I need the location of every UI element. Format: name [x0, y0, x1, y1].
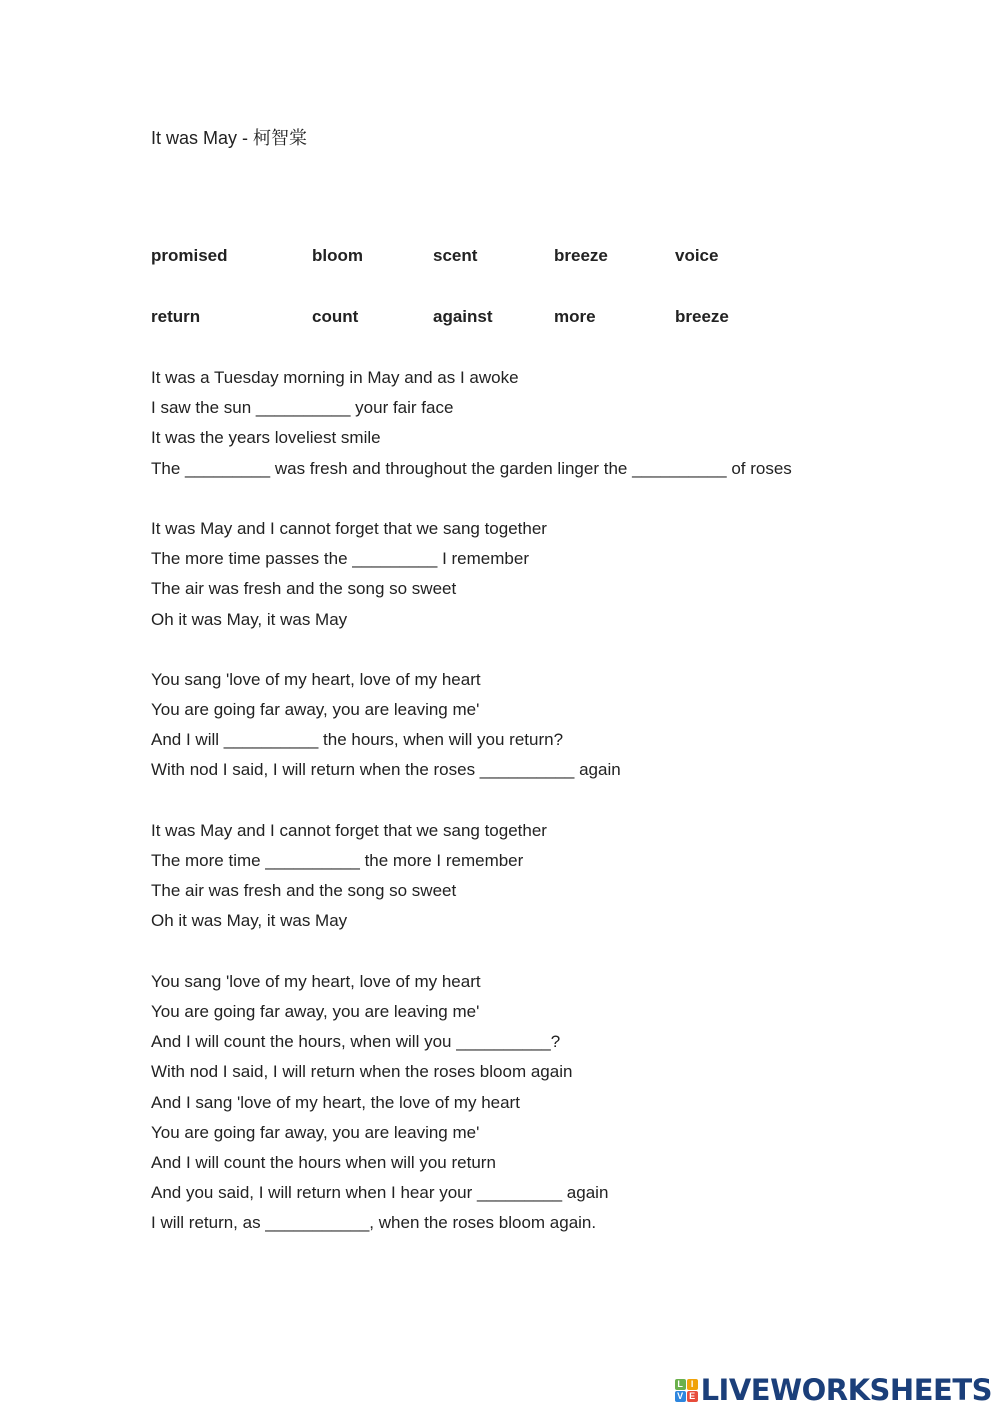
lyric-line: The air was fresh and the song so sweet	[151, 881, 457, 901]
logo-badge-letter: E	[687, 1391, 698, 1402]
lyric-line: With nod I said, I will return when the roses bloom again	[151, 1062, 573, 1082]
lyric-line: The air was fresh and the song so sweet	[151, 579, 457, 599]
lyric-line: You are going far away, you are leaving me'	[151, 1001, 480, 1021]
lyric-line: And you said, I will return when I hear your _________ again	[151, 1183, 609, 1203]
logo-badge-icon	[675, 1379, 698, 1402]
stanza-gap	[151, 789, 792, 819]
lyric-line: With nod I said, I will return when the roses __________ again	[151, 760, 621, 780]
lyric-line: You sang 'love of my heart, love of my heart	[151, 669, 481, 689]
word-bank-item: count	[312, 307, 359, 326]
stanza-gap	[151, 940, 792, 970]
logo-badge-letter: L	[675, 1379, 686, 1390]
word-bank-item: scent	[433, 246, 478, 265]
lyric-line: And I will __________ the hours, when will you return?	[151, 730, 564, 750]
word-bank-item: bloom	[312, 246, 363, 265]
logo-text: LIVEWORKSHEETS	[700, 1373, 992, 1407]
logo-badge-letter: I	[687, 1379, 698, 1390]
stanza-gap	[151, 638, 792, 668]
lyric-line: Oh it was May, it was May	[151, 609, 348, 629]
lyric-line: It was May and I cannot forget that we sang together	[151, 820, 547, 840]
word-bank-item: voice	[675, 246, 719, 265]
word-bank-item: breeze	[675, 307, 729, 326]
lyric-line: Oh it was May, it was May	[151, 911, 348, 931]
lyric-line: The _________ was fresh and throughout the garden linger the __________ of roses	[151, 458, 792, 478]
lyric-line: And I sang 'love of my heart, the love of my heart	[151, 1092, 520, 1112]
lyric-line: And I will count the hours when will you return	[151, 1152, 496, 1172]
word-bank-item: promised	[151, 246, 228, 265]
lyric-line: You are going far away, you are leaving me'	[151, 1122, 480, 1142]
lyric-line: And I will count the hours, when will you __________?	[151, 1032, 561, 1052]
lyric-line: It was the years loveliest smile	[151, 428, 381, 448]
lyric-line: It was a Tuesday morning in May and as I awoke	[151, 368, 519, 387]
logo-badge-letter: V	[675, 1391, 686, 1402]
lyric-line: The more time passes the _________ I remember	[151, 549, 529, 569]
stanza-gap	[151, 487, 792, 517]
lyric-line: I saw the sun __________ your fair face	[151, 398, 454, 418]
lyrics-body	[151, 366, 792, 1241]
lyric-line: The more time __________ the more I remember	[151, 851, 524, 870]
lyric-line: It was May and I cannot forget that we sang together	[151, 518, 547, 538]
word-bank-item: more	[554, 307, 596, 326]
lyric-line: I will return, as ___________, when the roses bloom again.	[151, 1213, 597, 1233]
lyric-line: You are going far away, you are leaving me'	[151, 700, 480, 720]
word-bank-item: breeze	[554, 246, 608, 265]
liveworksheets-logo	[675, 1373, 992, 1407]
word-bank-item: return	[151, 307, 201, 326]
worksheet-title: It was May - 柯智棠	[151, 128, 308, 148]
word-bank-item: against	[433, 307, 493, 326]
lyric-line: You sang 'love of my heart, love of my heart	[151, 971, 481, 991]
